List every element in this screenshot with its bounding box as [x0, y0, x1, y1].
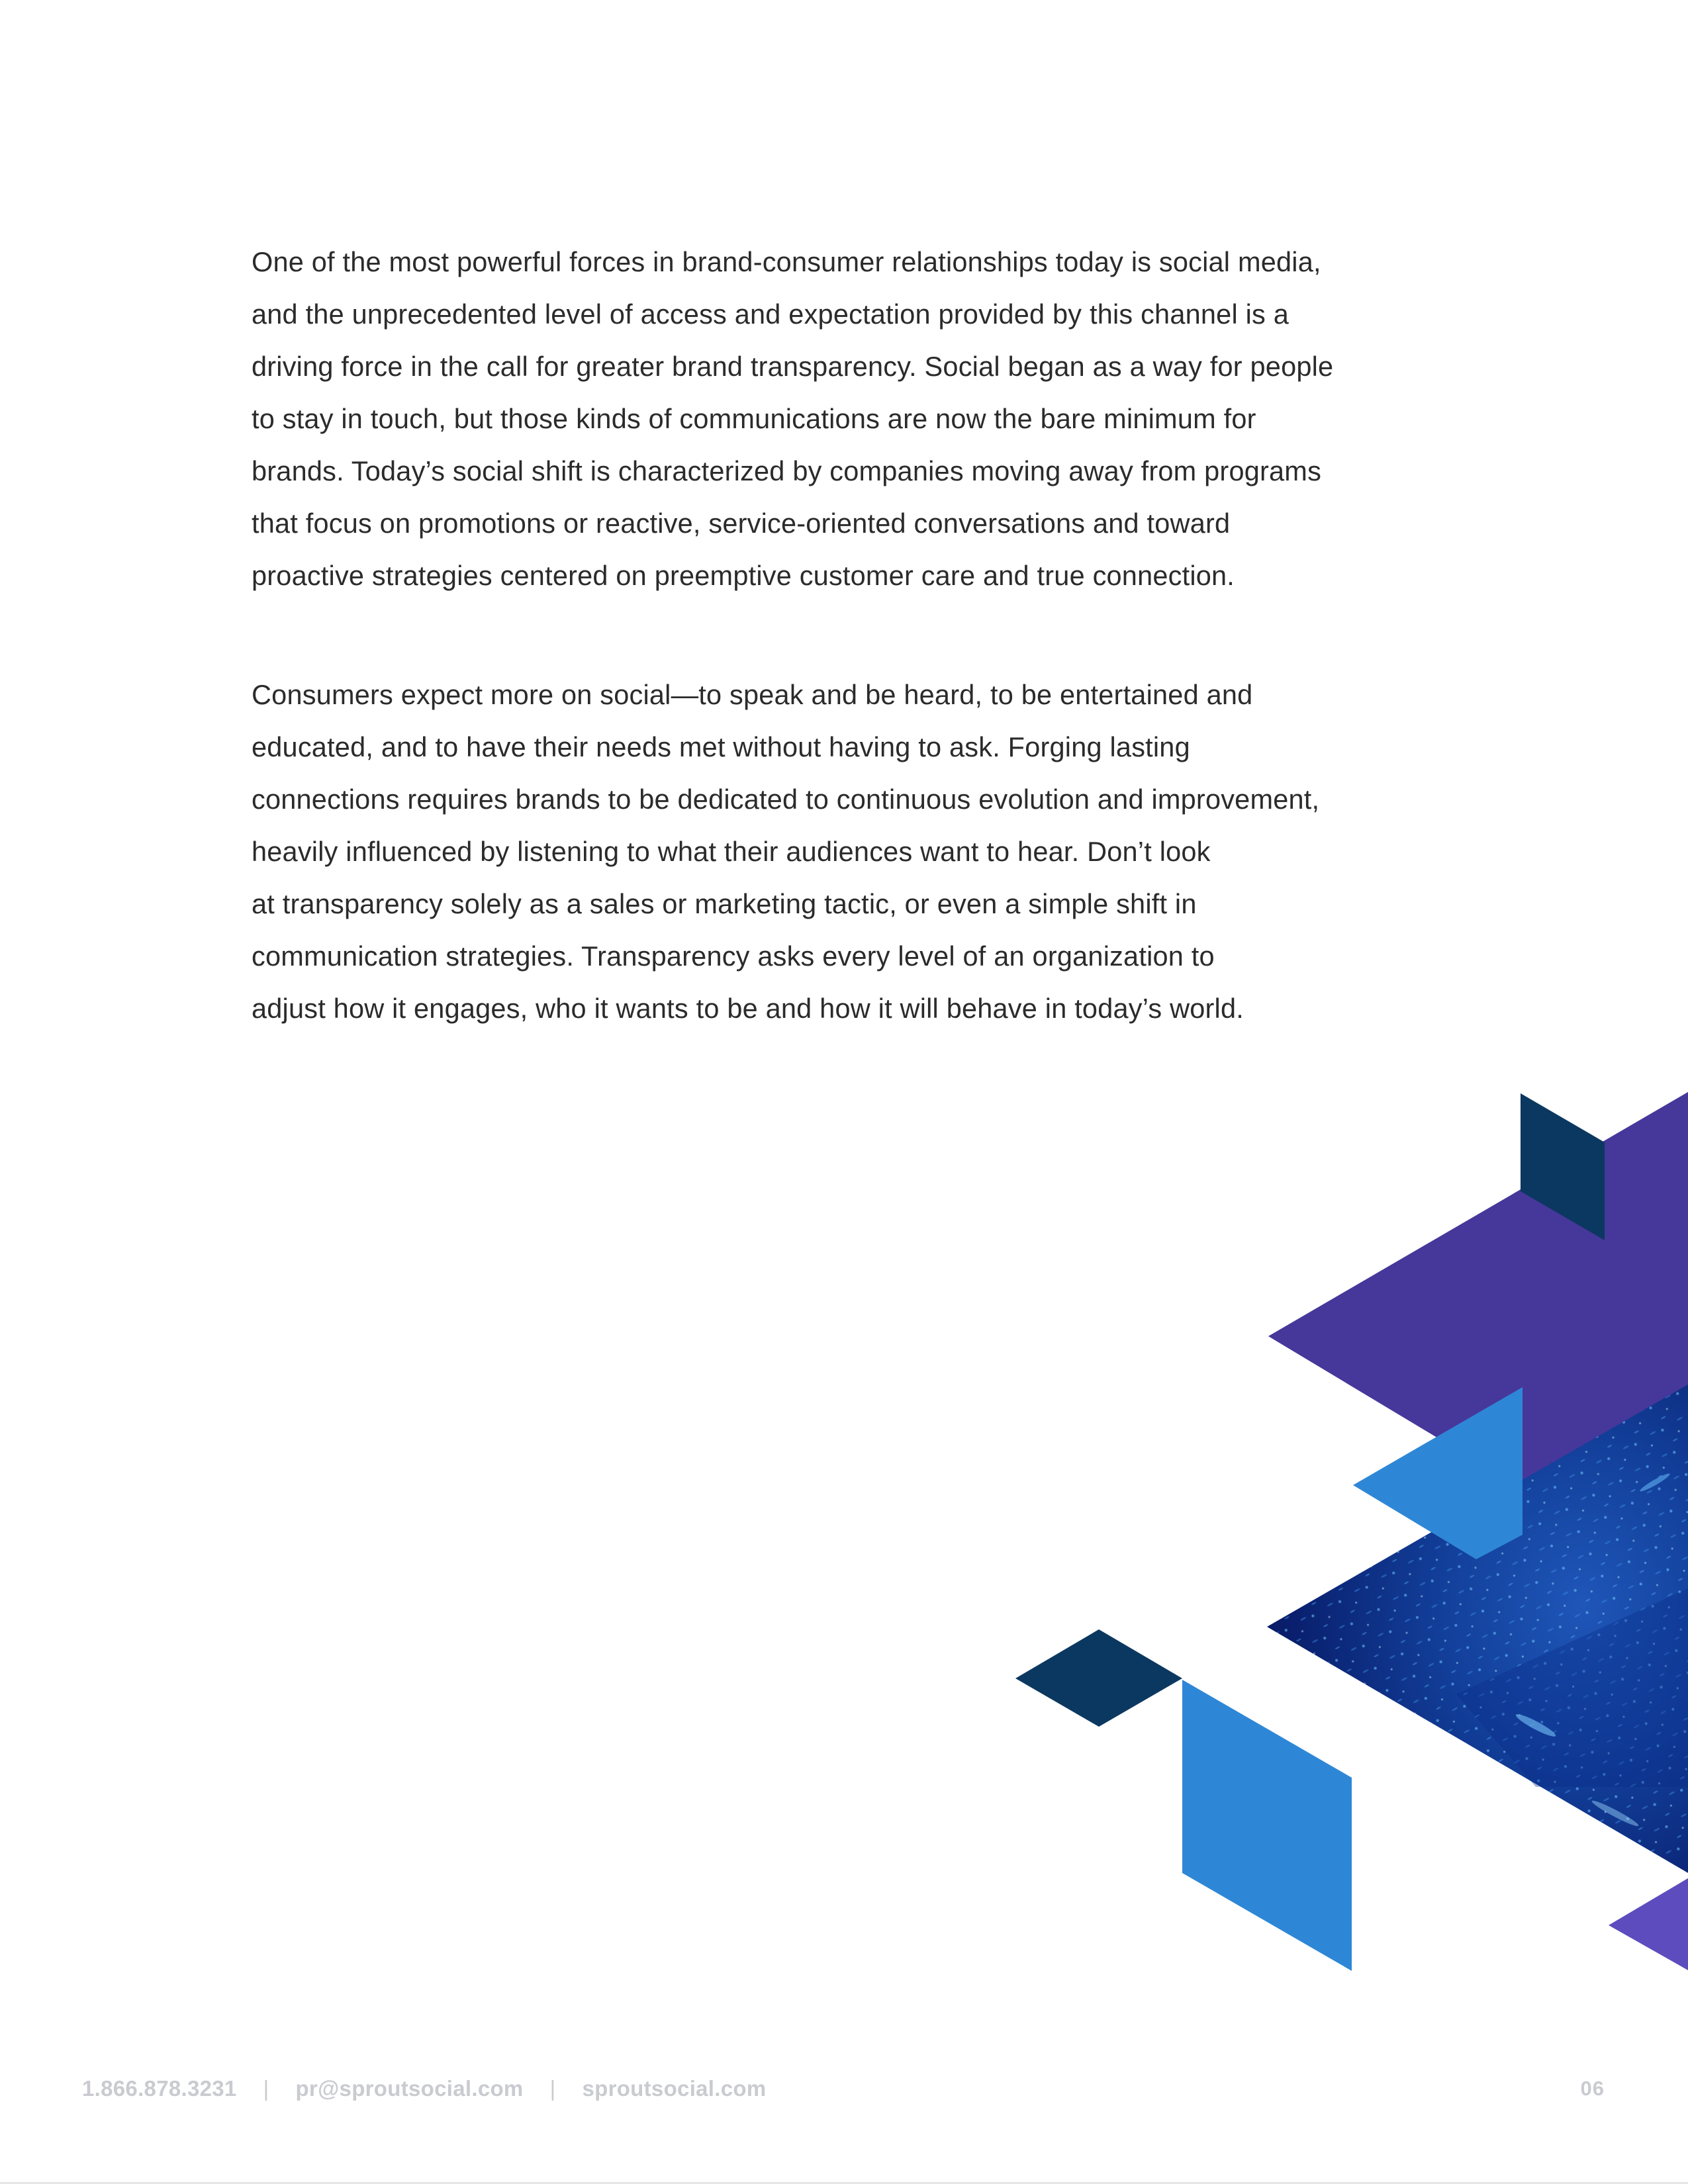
page-number: 06 [1580, 2077, 1605, 2100]
purple-triangle-shape [1268, 1092, 1688, 1588]
text-line: that focus on promotions or reactive, service-oriented conversations and toward [252, 508, 1231, 539]
footer-website-link[interactable]: sproutsocial.com [582, 2076, 767, 2101]
text-line: to stay in touch, but those kinds of communications are now the bare minimum for [252, 403, 1256, 434]
text-line: proactive strategies centered on preemptive customer care and true connection. [252, 560, 1235, 591]
violet-triangle-shape [1609, 1878, 1688, 1970]
text-line: heavily influenced by listening to what their audiences want to hear. Don’t look [252, 836, 1211, 867]
text-line: connections requires brands to be dedicated to continuous evolution and improvement, [252, 784, 1320, 815]
water-photo-triangle [1267, 1385, 1688, 1873]
text-line: brands. Today’s social shift is characterized by companies moving away from programs [252, 455, 1322, 486]
blue-parallelogram-shape [1182, 1680, 1352, 1971]
text-line: One of the most powerful forces in brand-consumer relationships today is social media, [252, 246, 1321, 277]
text-line: and the unprecedented level of access and expectation provided by this channel is a [252, 298, 1289, 330]
paragraph-social-media-forces [252, 236, 1443, 602]
blue-triangle-shape [1353, 1387, 1523, 1559]
text-line: Consumers expect more on social—to speak and be heard, to be entertained and [252, 679, 1253, 710]
navy-parallelogram-shape [1521, 1093, 1605, 1240]
footer-contact [82, 2070, 767, 2107]
text-line: communication strategies. Transparency asks every level of an organization to [252, 940, 1215, 972]
footer-separator: | [263, 2076, 269, 2101]
text-line: at transparency solely as a sales or marketing tactic, or even a simple shift in [252, 888, 1197, 919]
footer-separator: | [549, 2076, 556, 2101]
text-line: adjust how it engages, who it wants to be and how it will behave in today’s world. [252, 993, 1244, 1024]
paragraph-consumer-expectations [252, 668, 1443, 1034]
text-line: driving force in the call for greater brand transparency. Social began as a way for people [252, 351, 1334, 382]
footer-email-link[interactable]: pr@sproutsocial.com [295, 2076, 524, 2101]
footer-phone[interactable]: 1.866.878.3231 [82, 2076, 237, 2101]
navy-diamond-shape [1015, 1629, 1182, 1727]
text-line: educated, and to have their needs met without having to ask. Forging lasting [252, 731, 1190, 762]
